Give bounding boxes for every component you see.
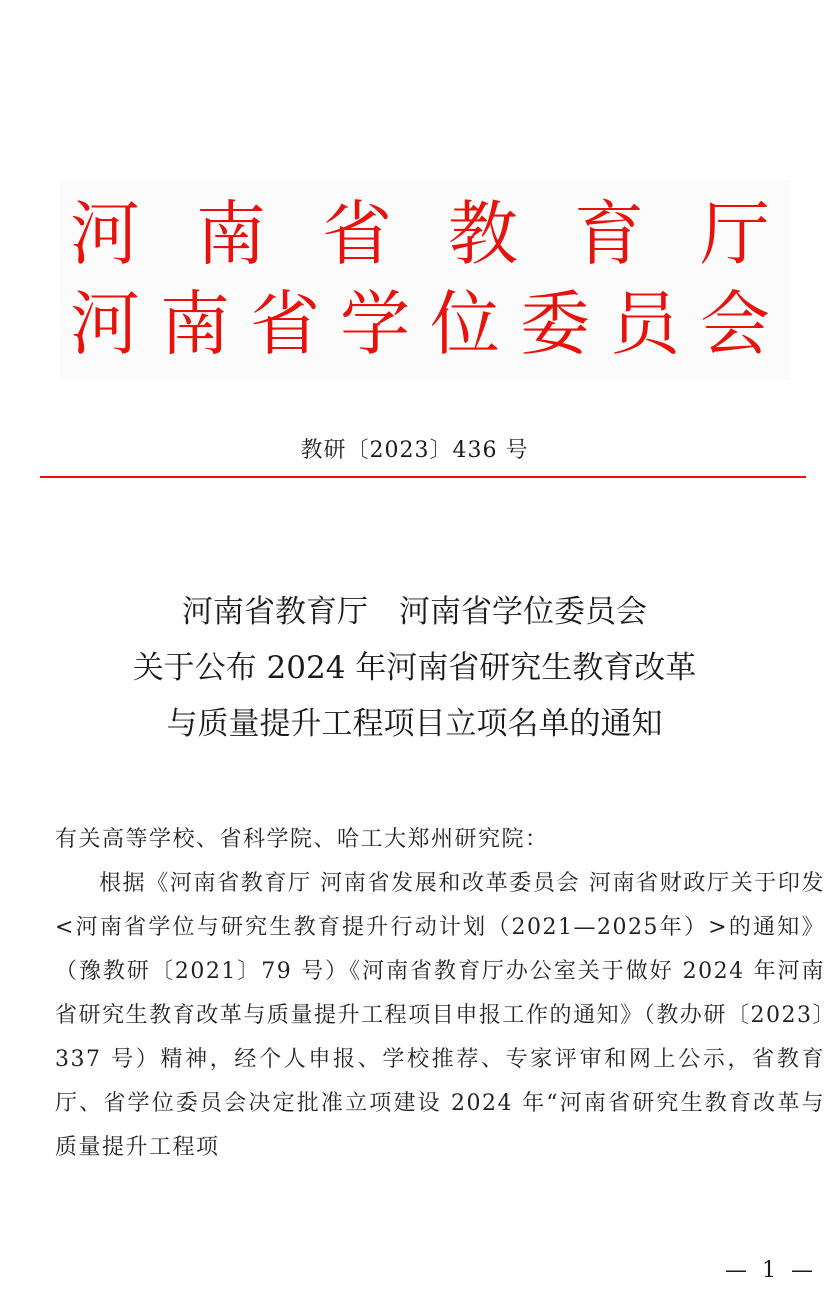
page-number: — 1 — <box>725 1258 817 1283</box>
title-line-3: 与质量提升工程项目立项名单的通知 <box>166 706 663 742</box>
document-number: 教研〔2023〕436 号 <box>300 438 529 463</box>
masthead-line-1: 河南省教育厅 <box>70 193 826 275</box>
title-line-1: 河南省教育厅 河南省学位委员会 <box>182 594 647 630</box>
red-divider-rule <box>40 476 806 478</box>
salutation: 有关高等学校、省科学院、哈工大郑州研究院： <box>55 827 549 852</box>
document-title <box>0 584 829 752</box>
document-body <box>55 818 825 1170</box>
masthead-line-2: 河南省学位委员会 <box>70 283 790 365</box>
red-masthead <box>60 180 826 380</box>
title-line-2: 关于公布 2024 年河南省研究生教育改革 <box>132 650 697 686</box>
body-paragraph: 根据《河南省教育厅 河南省发展和改革委员会 河南省财政厅关于印发<河南省学位与研究生教育提升行动计划（2021—2025年）>的通知》（豫教研〔2021〕79 号）《河南省教育厅办公室关于做好 2024 年河南省研究生教育改革与质量提升工程项目申报工作的通知》（教办研〔2023〕337 号）精神，经个人申报、学校推荐、专家评审和网上公示，省教育厅、省学位委员会决定批准立项建设 2024 年“河南省研究生教育改革与质量提升工程项 <box>55 871 825 1160</box>
